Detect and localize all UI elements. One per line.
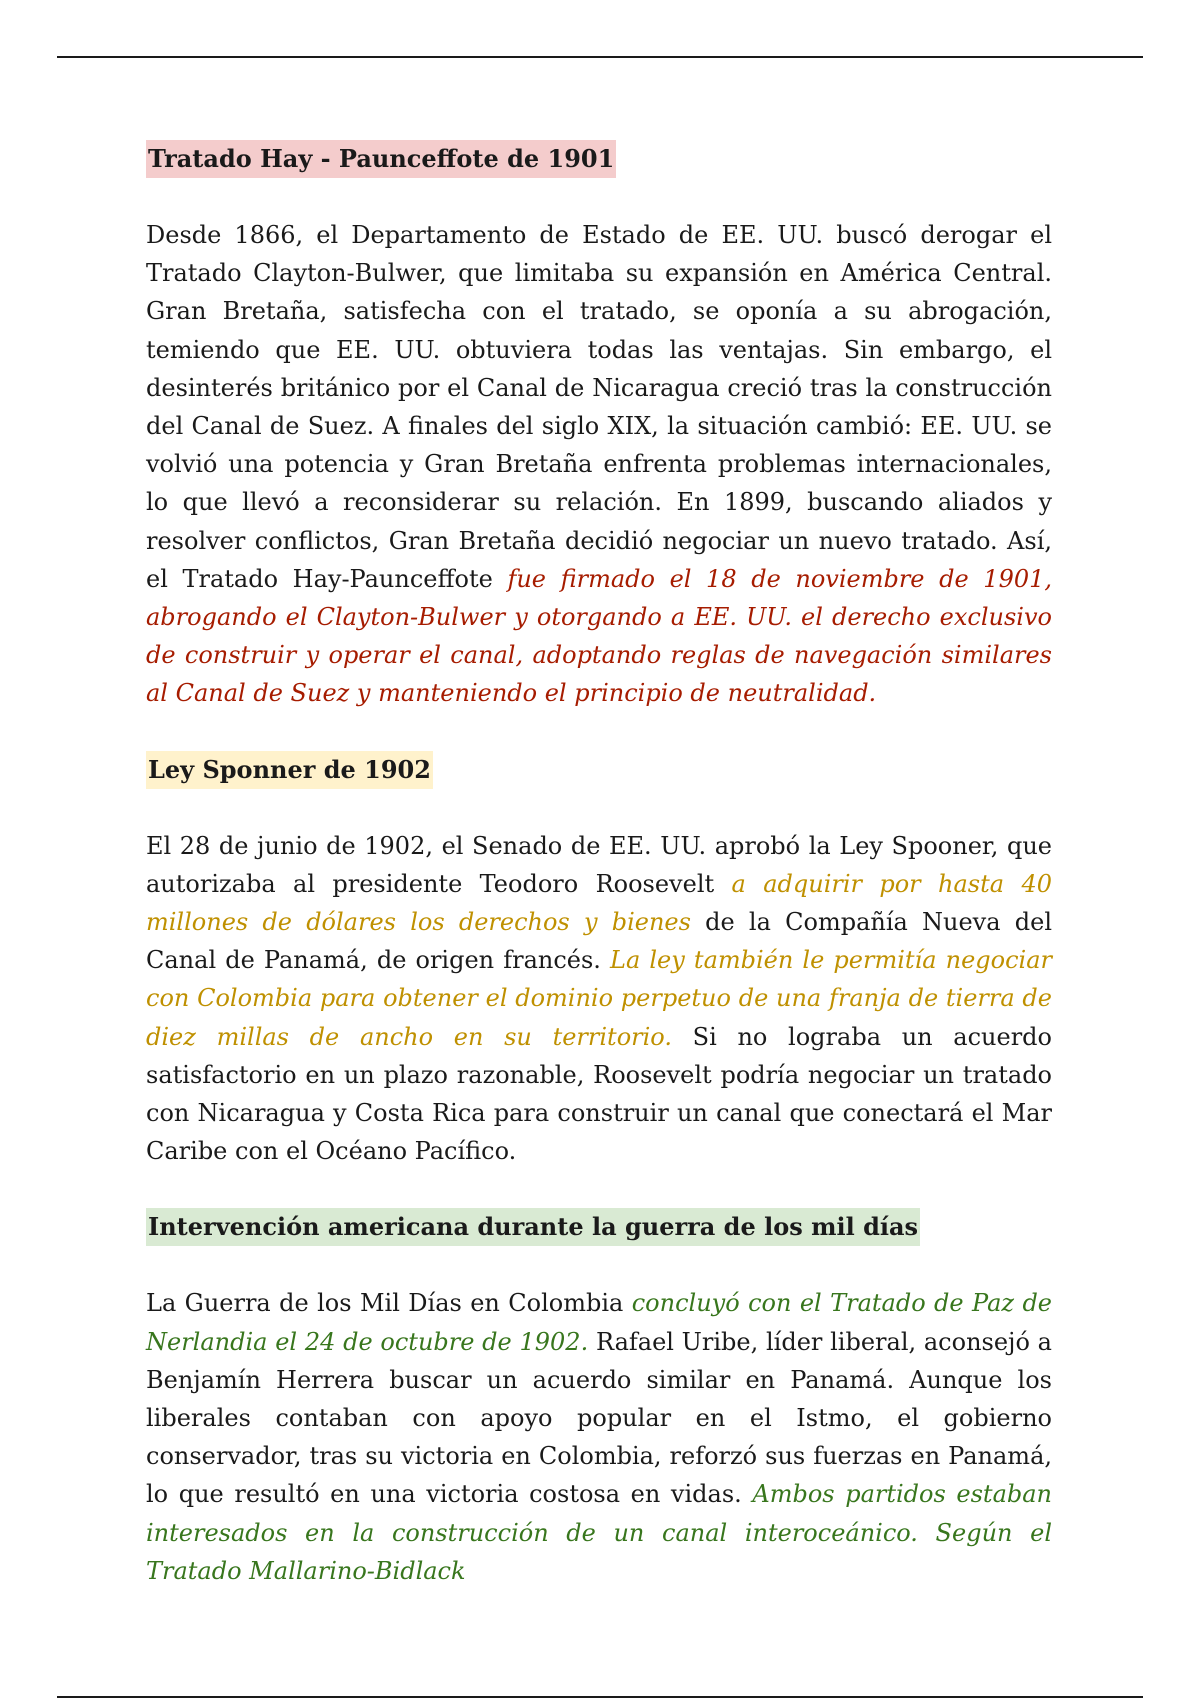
- section-paragraph: [146, 1284, 1052, 1590]
- top-rule: [57, 56, 1143, 58]
- section-guerra-mil-dias: [146, 1208, 1052, 1590]
- paragraph-text: El 28 de junio de 1902, el Senado de EE. UU. aprobó la Ley Spooner, que autorizaba al presidente Teodoro Roosevelt: [146, 831, 1052, 898]
- paragraph-text: La Guerra de los Mil Días en Colombia: [146, 1289, 632, 1318]
- section-heading: Tratado Hay - Paunceffote de 1901: [146, 140, 616, 178]
- section-ley-spooner: [146, 751, 1052, 1209]
- highlighted-text: La ley también le permitía negociar con Colombia para obtener el dominio perpetuo de una franja de tierra de diez millas de ancho en su territorio.: [146, 946, 1052, 1051]
- paragraph-text: Si no lograba un acuerdo satisfactorio en un plazo razonable, Roosevelt podría negociar un tratado con Nicaragua y Costa Rica para construir un canal que conectará el Mar Caribe con el Océano Pacífico.: [146, 1022, 1052, 1166]
- section-heading: Ley Sponner de 1902: [146, 751, 433, 789]
- paragraph-text: Rafael Uribe, líder liberal, aconsejó a Benjamín Herrera buscar un acuerdo similar en Panamá. Aunque los liberales contaban con apoyo popular en el Istmo, el gobierno conservador, tras su victoria en Colombia, reforzó sus fuerzas en Panamá, lo que resultó en una victoria costosa en vidas.: [146, 1327, 1052, 1509]
- section-heading: Intervención americana durante la guerra de los mil días: [146, 1208, 920, 1246]
- highlighted-text: concluyó con el Tratado de Paz de Nerlandia el 24 de octubre de 1902.: [146, 1289, 1053, 1356]
- bottom-rule: [57, 1696, 1143, 1698]
- highlighted-text: fue firmado el 18 de noviembre de 1901, abrogando el Clayton-Bulwer y otorgando a EE. UU. el derecho exclusivo de construir y operar el canal, adoptando reglas de navegación similares al Canal de Suez y manteniendo el principio de neutralidad.: [146, 564, 1053, 708]
- highlighted-text: Ambos partidos estaban interesados en la construcción de un canal interoceánico. Según el Tratado Mallarino-Bidlack: [146, 1480, 1053, 1585]
- section-paragraph: [146, 216, 1052, 713]
- paragraph-text: de la Compañía Nueva del Canal de Panamá, de origen francés.: [146, 908, 1052, 975]
- section-paragraph: [146, 827, 1052, 1171]
- paragraph-text: Desde 1866, el Departamento de Estado de EE. UU. buscó derogar el Tratado Clayton-Bulwer, que limitaba su expansión en América Central. Gran Bretaña, satisfecha con el tratado, se oponía a su abrogación, temiendo que EE. UU. obtuviera todas las ventajas. Sin embargo, el desinterés británico por el Canal de Nicaragua creció tras la construcción del Canal de Suez. A finales del siglo XIX, la situación cambió: EE. UU. se volvió una potencia y Gran Bretaña enfrenta problemas internacionales, lo que llevó a reconsiderar su relación. En 1899, buscando aliados y resolver conflictos, Gran Bretaña decidió negociar un nuevo tratado. Así, el Tratado Hay-Paunceffote: [146, 221, 1052, 593]
- highlighted-text: a adquirir por hasta 40 millones de dólares los derechos y bienes: [146, 869, 1052, 937]
- document-body: [146, 140, 1052, 1590]
- section-hay-paunceffote: [146, 140, 1052, 751]
